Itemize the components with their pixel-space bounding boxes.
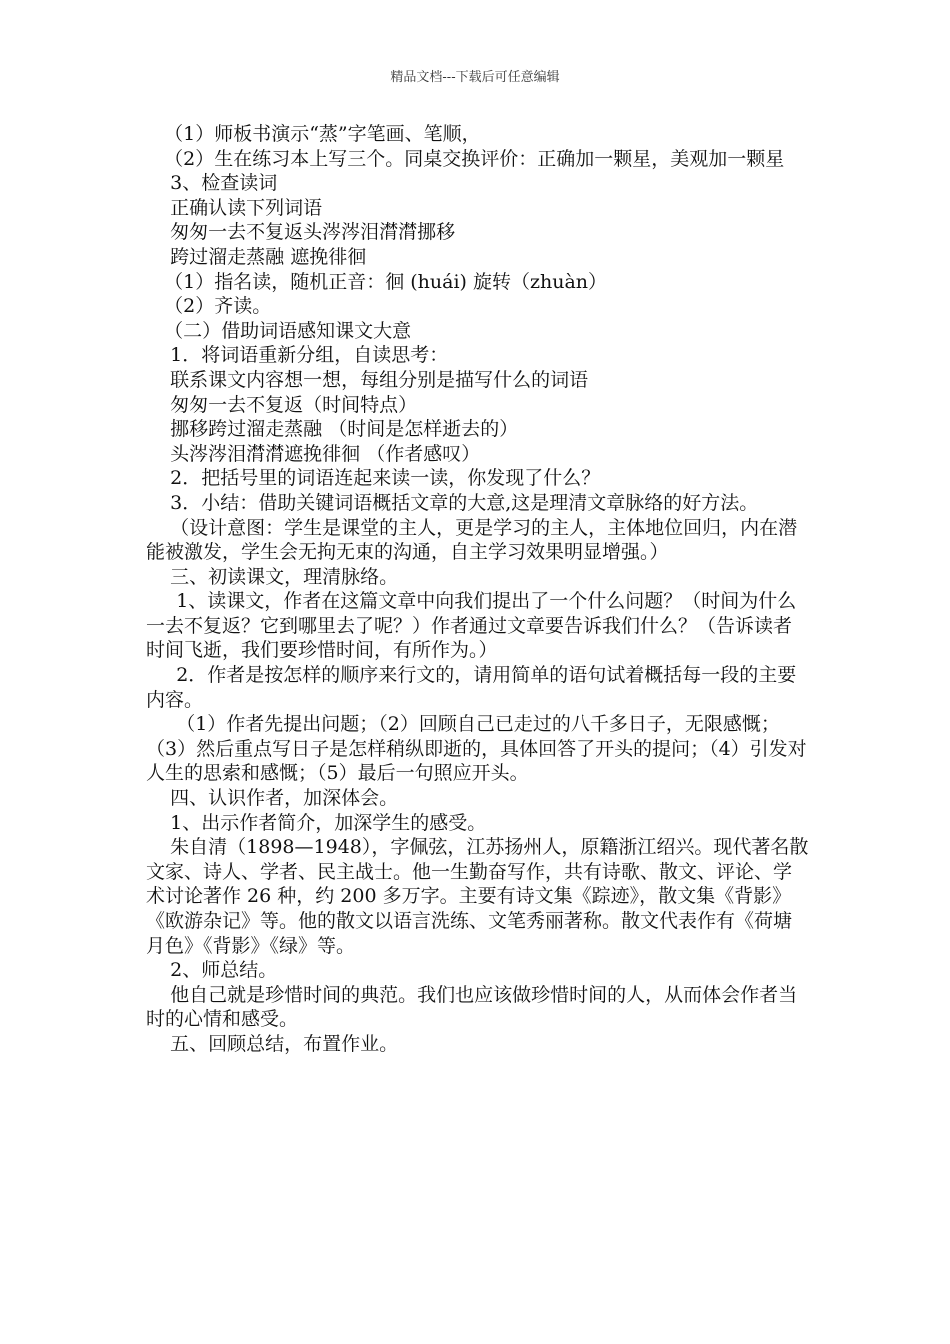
paragraph: 匆匆一去不复返头涔涔泪潸潸挪移 <box>146 221 456 244</box>
paragraph: 2．作者是按怎样的顺序来行文的，请用简单的语句试着概括每一段的主要内容。 <box>146 664 797 711</box>
page-header: 精品文档---下载后可任意编辑 <box>390 70 560 85</box>
paragraph: （二）借助词语感知课文大意 <box>146 319 412 342</box>
document-body <box>146 122 810 1057</box>
paragraph: 四、认识作者，加深体会。 <box>146 787 399 810</box>
paragraph: 匆匆一去不复返（时间特点） <box>146 393 418 416</box>
paragraph: （1）作者先提出问题；（2）回顾自己已走过的八千多日子，无限感慨；（3）然后重点写日子是怎样稍纵即逝的，具体回答了开头的提问；（4）引发对人生的思索和感慨；（5）最后一句照应开头。 <box>146 713 807 785</box>
paragraph: 2．把括号里的词语连起来读一读，你发现了什么？ <box>146 467 601 490</box>
paragraph: 三、初读课文，理清脉络。 <box>146 565 399 588</box>
paragraph: 挪移跨过溜走蒸融 （时间是怎样逝去的） <box>146 418 519 441</box>
paragraph: （设计意图：学生是课堂的主人，更是学习的主人，主体地位回归，内在潜能被激发，学生会无拘无束的沟通，自主学习效果明显增强。） <box>146 516 798 564</box>
paragraph: 联系课文内容想一想，每组分别是描写什么的词语 <box>146 368 589 391</box>
paragraph: 朱自清（1898—1948），字佩弦，江苏扬州人，原籍浙江绍兴。现代著名散文家、诗人、学者、民主战士。他一生勤奋写作，共有诗歌、散文、评论、学术讨论著作 26 种，约 200 多万字。主要有诗文集《踪迹》，散文集《背影》《欧游杂记》等。他的散文以语言洗练、文笔秀丽著称。散文代表作有《荷塘月色》《背影》《绿》等。 <box>146 836 809 957</box>
paragraph: 1、出示作者简介，加深学生的感受。 <box>146 811 487 834</box>
paragraph: 3．小结：借助关键词语概括文章的大意,这是理清文章脉络的好方法。 <box>146 491 759 514</box>
paragraph: （1）指名读，随机正音：徊 (huái) 旋转（zhuàn） <box>146 270 608 293</box>
paragraph: （1）师板书演示“蒸”字笔画、笔顺， <box>146 123 481 145</box>
paragraph: （2）齐读。 <box>146 295 272 318</box>
paragraph: 正确认读下列词语 <box>146 196 323 219</box>
paragraph: 3、检查读词 <box>146 172 278 195</box>
paragraph: 跨过溜走蒸融 遮挽徘徊 <box>146 245 367 268</box>
paragraph: （2）生在练习本上写三个。同桌交换评价：正确加一颗星，美观加一颗星 <box>146 147 785 170</box>
paragraph: 五、回顾总结，布置作业。 <box>146 1032 399 1055</box>
paragraph: 1．将词语重新分组，自读思考： <box>146 344 449 367</box>
paragraph: 2、师总结。 <box>146 959 278 982</box>
paragraph: 他自己就是珍惜时间的典范。我们也应该做珍惜时间的人，从而体会作者当时的心情和感受。 <box>146 983 798 1031</box>
paragraph: 头涔涔泪潸潸遮挽徘徊 （作者感叹） <box>146 442 481 465</box>
paragraph: 1、读课文，作者在这篇文章中向我们提出了一个什么问题？（时间为什么一去不复返？它到哪里去了呢？）作者通过文章要告诉我们什么？（告诉读者时间飞逝，我们要珍惜时间，有所作为。） <box>146 590 797 662</box>
